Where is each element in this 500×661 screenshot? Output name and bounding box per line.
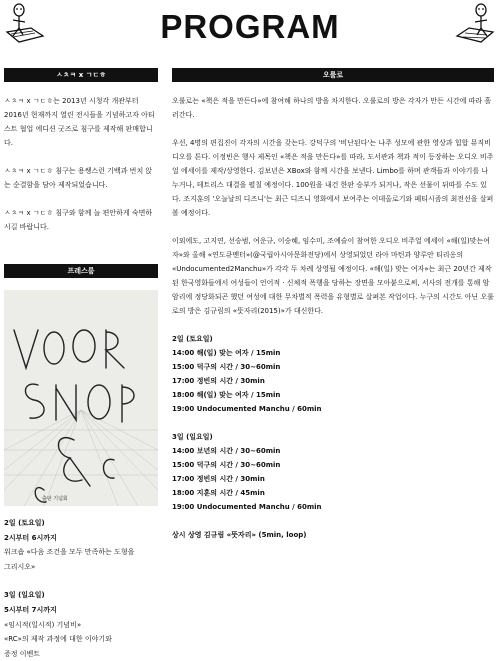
page-title: PROGRAM [160, 8, 340, 45]
schedule-line: «임시적(일시적) 기념비» [4, 620, 82, 629]
schedule-line: 19:00 Undocumented Manchu / 60min [172, 503, 322, 511]
schedule-line: 워크숍 «다음 조건을 모두 만족하는 도형을 [4, 548, 135, 557]
orulo-paragraph: 이외에도, 고지연, 선승범, 여운규, 이승혜, 임수미, 조예슬이 참여한 오디오 비주얼 에세이 «해(일)맞는여자»와 올해 «연도큐멘터»(@국립아시아문화전당)에서 상영되었던 라아 마틴과 양루안 티리옹의 «Undocumented2Manchu»가 각각 두 차례 상영될 예정이다. «해(일) 맞는 여자»는 최근 20년간 제작된 한국영화들에서 여성들이 언어적 · 신체적 폭행을 당하는 장면을 모아붙으로써, 서사의 전개를 통해 암암리에 정당화되곤 했던 여성에 대한 무차별적 폭력을 유형별로 살펴본 작업이다. 누구의 시간도 아닌 오룰로의 방은 김규림의 «뚯자리(2015)»가 대신한다. [172, 237, 494, 315]
orulo-paragraph: 우선, 4명의 편집진이 각자의 시간을 갖는다. 강덕구의 '비난된다'는 나주 성모에 관한 영상과 힙합 뮤직비디오를 튼다. 이정빈은 행사 제목인 «책은 적을 만든다»를 따라, 도서관과 책과 적이 등장하는 오디오 비주얼 에세이를 제작/상영한다. 김보년은 XBox와 함께 시간을 보낸다. Limbo를 하며 관객들과 이야기를 나누거나, 테트리스 대결을 펼칠 예정이다. 100원을 내건 한판 승부가 되거나, 작은 선물이 뒤따를 수도 있다. 조지훈의 '오늘날의 디즈니'는 최근 디즈니 영화에서 보여주는 이데올로기와 페티시즘의 최전선을 살펴볼 예정이다. [172, 139, 494, 217]
schedule-line: 18:00 해(일) 맞는 여자 / 15min [172, 391, 281, 399]
day1-schedule [172, 332, 494, 416]
footer-note: 상시 상영 김규림 «뚯자리» (5min, loop) [172, 531, 307, 539]
schedule-line: 2일 (토요일) [172, 335, 213, 343]
right-column [172, 68, 494, 556]
schedule-line: 3일 (일요일) [4, 591, 45, 600]
schedule-line: 증정 이벤트 [4, 649, 41, 658]
intro-paragraph: ㅅㅊㅋ x ㄱㄷㅎ는 2013년 시청각 개관부터 2016년 현재까지 열린 전시들을 기념하고자 아티스트 협업 에디션 굿즈로 침구를 제작해 판매합니다. [4, 97, 155, 147]
press-schedule [4, 516, 158, 661]
reading-figure-doodle-icon [449, 2, 497, 46]
reading-figure-doodle-icon [3, 2, 51, 46]
press-section-header: 프레스룸 [4, 264, 158, 278]
left-column [4, 68, 158, 661]
event-poster [4, 290, 158, 506]
schedule-line: 그리시오» [4, 562, 36, 571]
schedule-line: 18:00 지훈의 시간 / 45min [172, 489, 265, 497]
poster-artwork [4, 290, 158, 506]
schedule-line: 17:00 정빈의 시간 / 30min [172, 377, 265, 385]
schedule-line: «RC»의 제작 과정에 대한 이야기와 [4, 635, 112, 644]
orulo-section-header: 오룰로 [172, 68, 494, 82]
intro-paragraph: ㅅㅊㅋ x ㄱㄷㅎ 침구는 용쌩스런 기백과 번치 앉는 순결함을 담아 제작되었습니다. [4, 167, 153, 189]
schedule-line: 3일 (일요일) [172, 433, 213, 441]
intro-paragraph: ㅅㅊㅋ x ㄱㄷㅎ 침구와 함께 늘 편안하게 숙면하시길 바랍니다. [4, 209, 153, 231]
schedule-line: 17:00 정빈의 시간 / 30min [172, 475, 265, 483]
schedule-line: 2시부터 6시까지 [4, 533, 57, 542]
schedule-line: 2일 (토요일) [4, 519, 45, 527]
schedule-line: 15:00 덕구의 시간 / 30~60min [172, 363, 281, 371]
orulo-paragraph: 오룰로는 «책은 적을 만든다»에 참여해 하나의 방을 차지한다. 오룰로의 방은 각자가 만든 시간에 따라 흘러간다. [172, 97, 492, 119]
schedule-line: 14:00 해(일) 맞는 여자 / 15min [172, 349, 281, 357]
schedule-line: 5시부터 7시까지 [4, 605, 57, 614]
day2-schedule [172, 430, 494, 514]
schedule-line: 14:00 보년의 시간 / 30~60min [172, 447, 281, 455]
schedule-line: 19:00 Undocumented Manchu / 60min [172, 405, 322, 413]
intro-section-header: ㅅㅊㅋ x ㄱㄷㅎ [4, 68, 158, 82]
poster-caption: 출판 기념회 [42, 496, 68, 502]
schedule-line: 15:00 덕구의 시간 / 30~60min [172, 461, 281, 469]
